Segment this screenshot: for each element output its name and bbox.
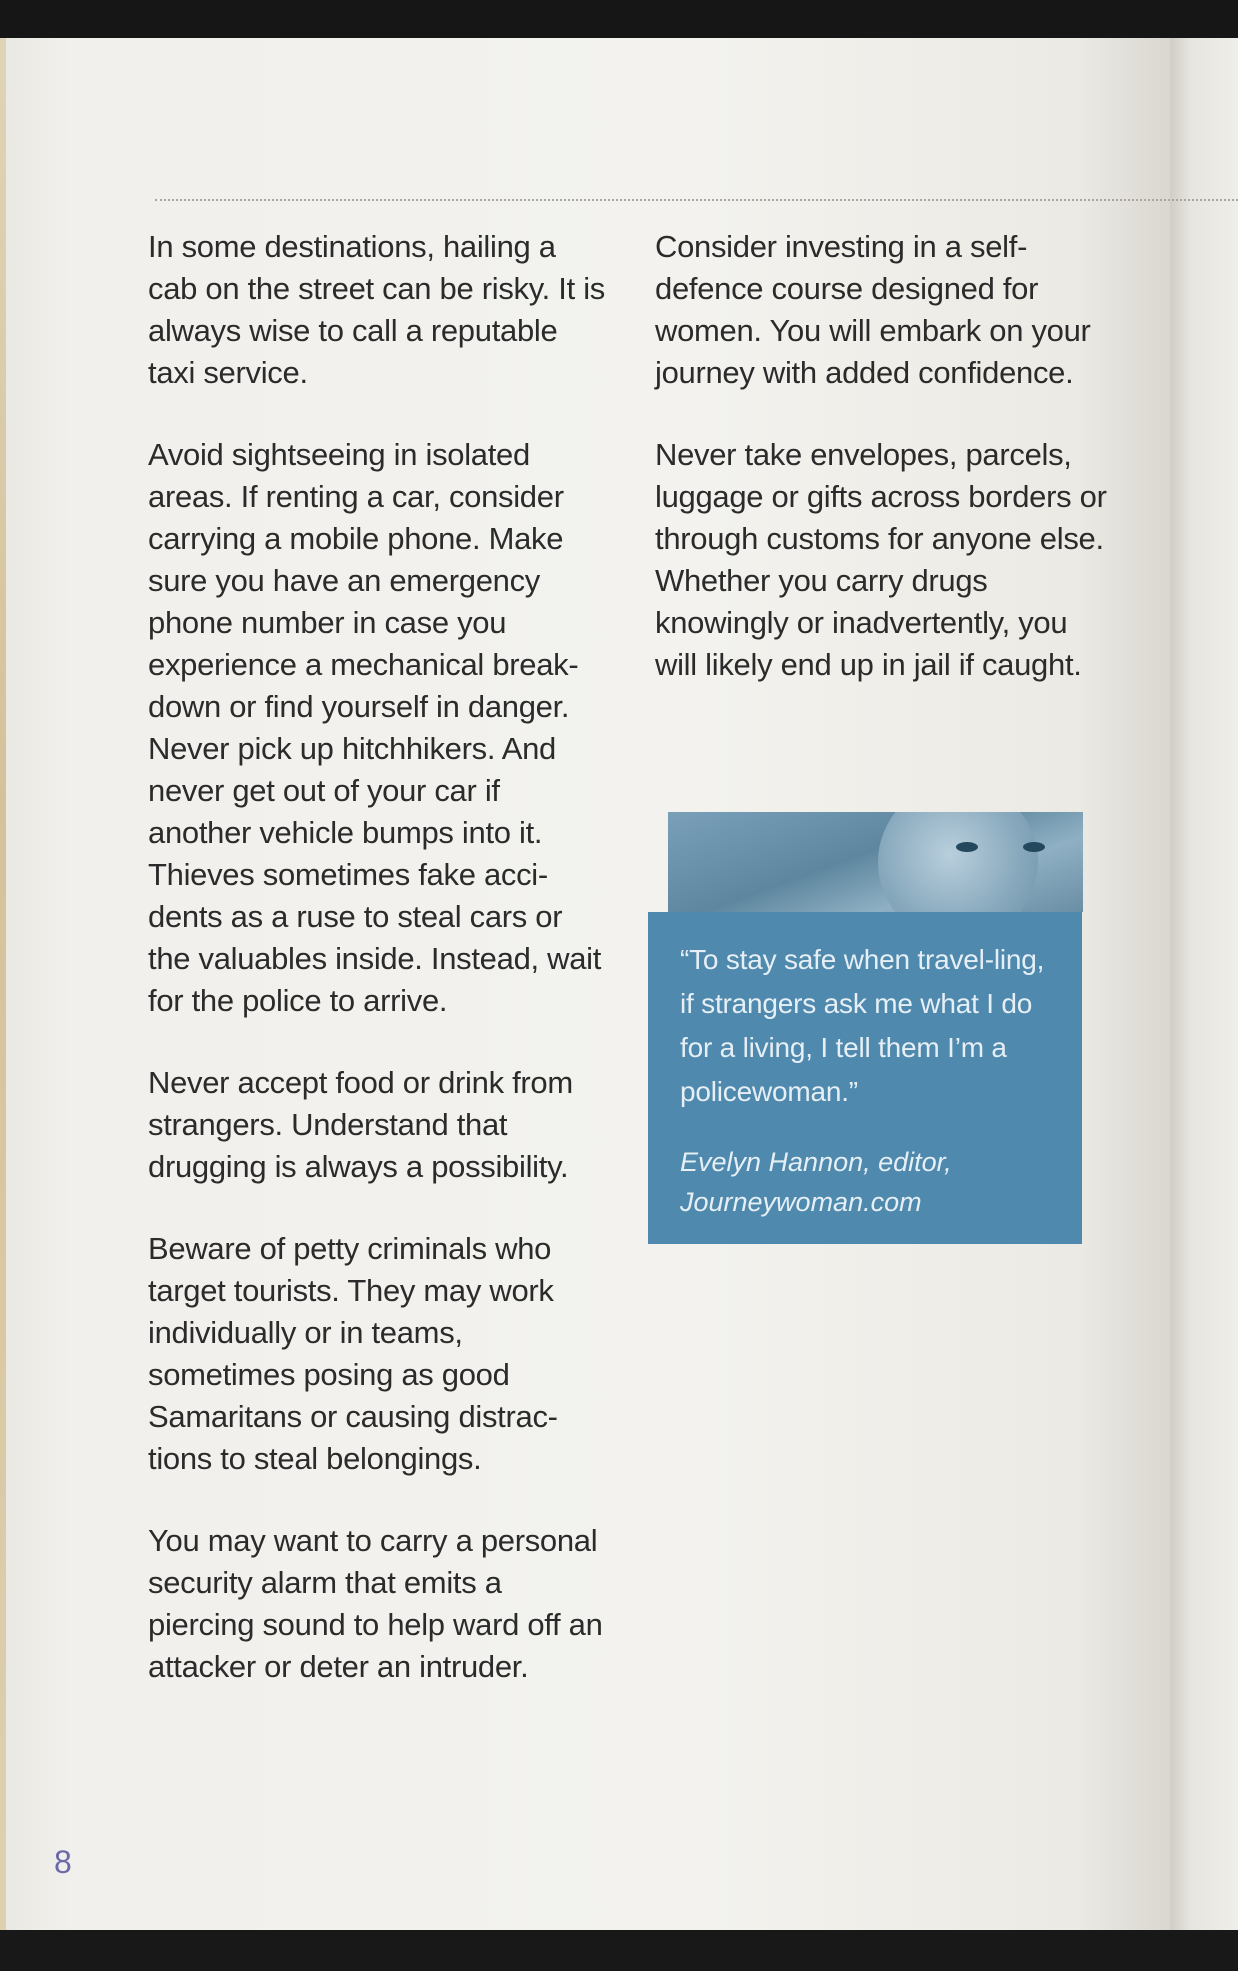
- paragraph-security-alarm: You may want to carry a personal security alarm that emits a piercing sound to help ward off an attacker or deter an intruder.: [148, 1523, 603, 1684]
- left-text-column: [148, 226, 608, 1728]
- quote-photo: [668, 812, 1083, 912]
- paragraph-sightseeing: Avoid sightseeing in isolated areas. If renting a car, consider carrying a mobile phone. Make sure you have an emergency phone number in case you experience a mechanical break-down or find yourself in danger. Never pick up hitchhikers. And never get out of your car if another vehicle bumps into it. Thieves sometimes fake acci-dents as a ruse to steal cars or the valuables inside. Instead, wait for the police to arrive.: [148, 437, 602, 1018]
- eye-right: [1023, 842, 1045, 852]
- pull-quote-attribution: [680, 1142, 1052, 1222]
- pull-quote-box: [648, 912, 1082, 1244]
- facing-page-edge: [1170, 38, 1238, 1930]
- eye-left: [956, 842, 978, 852]
- page-edge-shadow: [0, 38, 6, 1930]
- face-image: [878, 812, 1038, 912]
- scan-bottom-border: [0, 1930, 1238, 1971]
- attribution-site: Journeywoman.com: [680, 1187, 922, 1217]
- scan-top-border: [0, 0, 1238, 38]
- paragraph-taxi: In some destinations, hailing a cab on the street can be risky. It is always wise to call a reputable taxi service.: [148, 229, 605, 390]
- pull-quote-text: “To stay safe when travel-ling, if strangers ask me what I do for a living, I tell them I’m a policewoman.”: [680, 944, 1045, 1107]
- right-text-column: [655, 226, 1115, 726]
- paragraph-food-drink: Never accept food or drink from strangers. Understand that drugging is always a possibility.: [148, 1065, 573, 1184]
- paragraph-borders: Never take envelopes, parcels, luggage or gifts across borders or through customs for anyone else. Whether you carry drugs knowingly or inadvertently, you will likely end up in jail if caught.: [655, 437, 1107, 682]
- header-dotted-rule: [155, 199, 1238, 201]
- paragraph-petty-criminals: Beware of petty criminals who target tourists. They may work individually or in teams, sometimes posing as good Samaritans or causing distrac-tions to steal belongings.: [148, 1231, 558, 1476]
- attribution-name: Evelyn Hannon, editor,: [680, 1147, 952, 1177]
- paragraph-self-defence: Consider investing in a self-defence course designed for women. You will embark on your journey with added confidence.: [655, 229, 1091, 390]
- page-number: 8: [54, 1844, 72, 1880]
